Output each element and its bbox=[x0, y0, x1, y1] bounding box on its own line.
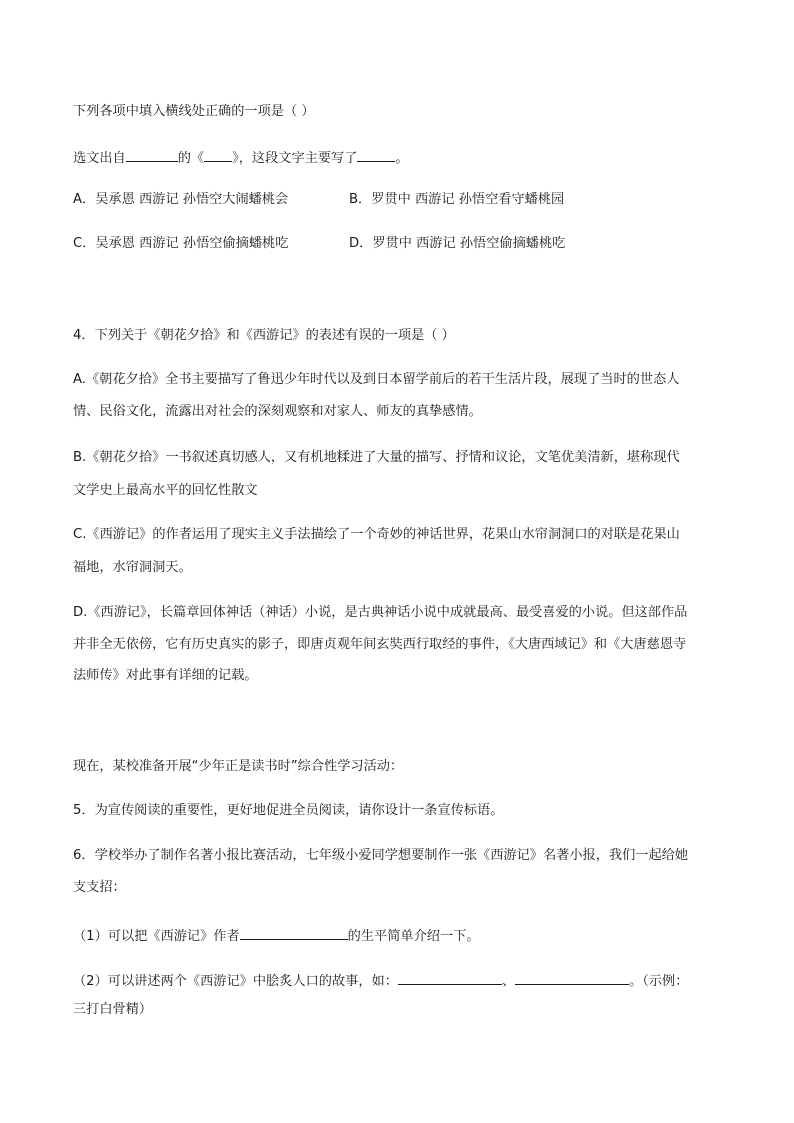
question-stem: 下列各项中填入横线处正确的一项是（ ） bbox=[73, 104, 315, 119]
sentence-part: 选文出自 bbox=[73, 151, 126, 166]
fill-sentence bbox=[73, 147, 409, 168]
sub-question-text: 。（示例： bbox=[629, 974, 689, 989]
sub-question-text: 、 bbox=[501, 974, 516, 989]
option-b[interactable]: B．罗贯中 西游记 孙悟空看守蟠桃园 bbox=[349, 192, 565, 207]
sub-question-1 bbox=[73, 925, 480, 946]
option-d-line[interactable]: 并非全无依傍，它有历史真实的影子，即唐贞观年间玄奘西行取经的事件，《大唐西域记》和《大唐慈恩寺 bbox=[73, 637, 687, 652]
answer-blank[interactable] bbox=[240, 925, 348, 940]
answer-blank[interactable] bbox=[204, 147, 232, 162]
option-a[interactable]: A．吴承恩 西游记 孙悟空大闹蟠桃会 bbox=[73, 192, 289, 207]
answer-blank[interactable] bbox=[357, 147, 395, 162]
option-d[interactable]: D．罗贯中 西游记 孙悟空偷摘蟠桃吃 bbox=[349, 236, 566, 251]
question-5: 5．为宣传阅读的重要性，更好地促进全员阅读，请你设计一条宣传标语。 bbox=[73, 803, 504, 818]
option-d-line[interactable]: 法师传》对此事有详细的记载。 bbox=[73, 668, 258, 683]
sentence-part: 。 bbox=[395, 151, 409, 166]
sentence-part: 的《 bbox=[177, 151, 205, 166]
option-b-line[interactable]: 文学史上最高水平的回忆性散文 bbox=[73, 483, 258, 498]
sub-question-text: （1）可以把《西游记》作者 bbox=[73, 929, 240, 944]
option-c-line[interactable]: 福地，水帘洞洞天。 bbox=[73, 560, 192, 575]
sentence-part: 》，这段文字主要写了 bbox=[232, 151, 358, 166]
option-c[interactable]: C．吴承恩 西游记 孙悟空偷摘蟠桃吃 bbox=[73, 236, 289, 251]
option-c-line[interactable]: C.《西游记》的作者运用了现实主义手法描绘了一个奇妙的神话世界，花果山水帘洞洞口的对联是花果山 bbox=[73, 527, 680, 542]
sub-question-text: 的生平简单介绍一下。 bbox=[347, 929, 480, 944]
activity-intro: 现在，某校准备开展“少年正是读书时”综合性学习活动： bbox=[73, 759, 404, 774]
answer-blank[interactable] bbox=[515, 970, 629, 985]
answer-blank[interactable] bbox=[398, 970, 502, 985]
answer-blank[interactable] bbox=[126, 147, 178, 162]
option-d-line[interactable]: D.《西游记》，长篇章回体神话（神话）小说，是古典神话小说中成就最高、最受喜爱的小说。但这部作品 bbox=[73, 605, 688, 620]
sub-question-text: （2）可以讲述两个《西游记》中脍炙人口的故事，如： bbox=[73, 974, 398, 989]
sub-question-2 bbox=[73, 970, 688, 991]
option-a-line[interactable]: A.《朝花夕拾》全书主要描写了鲁迅少年时代以及到日本留学前后的若干生活片段，展现了当时的世态人 bbox=[73, 372, 680, 387]
question-6-cont: 支支招： bbox=[73, 880, 126, 895]
question-6: 6．学校举办了制作名著小报比赛活动，七年级小爱同学想要制作一张《西游记》名著小报，我们一起给她 bbox=[73, 848, 689, 863]
option-b-line[interactable]: B.《朝花夕拾》一书叙述真切感人，又有机地糅进了大量的描写、抒情和议论，文笔优美清新，堪称现代 bbox=[73, 450, 680, 465]
question-4-stem: 4．下列关于《朝花夕拾》和《西游记》的表述有误的一项是（ ） bbox=[73, 328, 455, 343]
sub-question-2-cont: 三打白骨精） bbox=[73, 1002, 153, 1017]
option-a-line[interactable]: 情、民俗文化，流露出对社会的深刻观察和对家人、师友的真挚感情。 bbox=[73, 404, 482, 419]
